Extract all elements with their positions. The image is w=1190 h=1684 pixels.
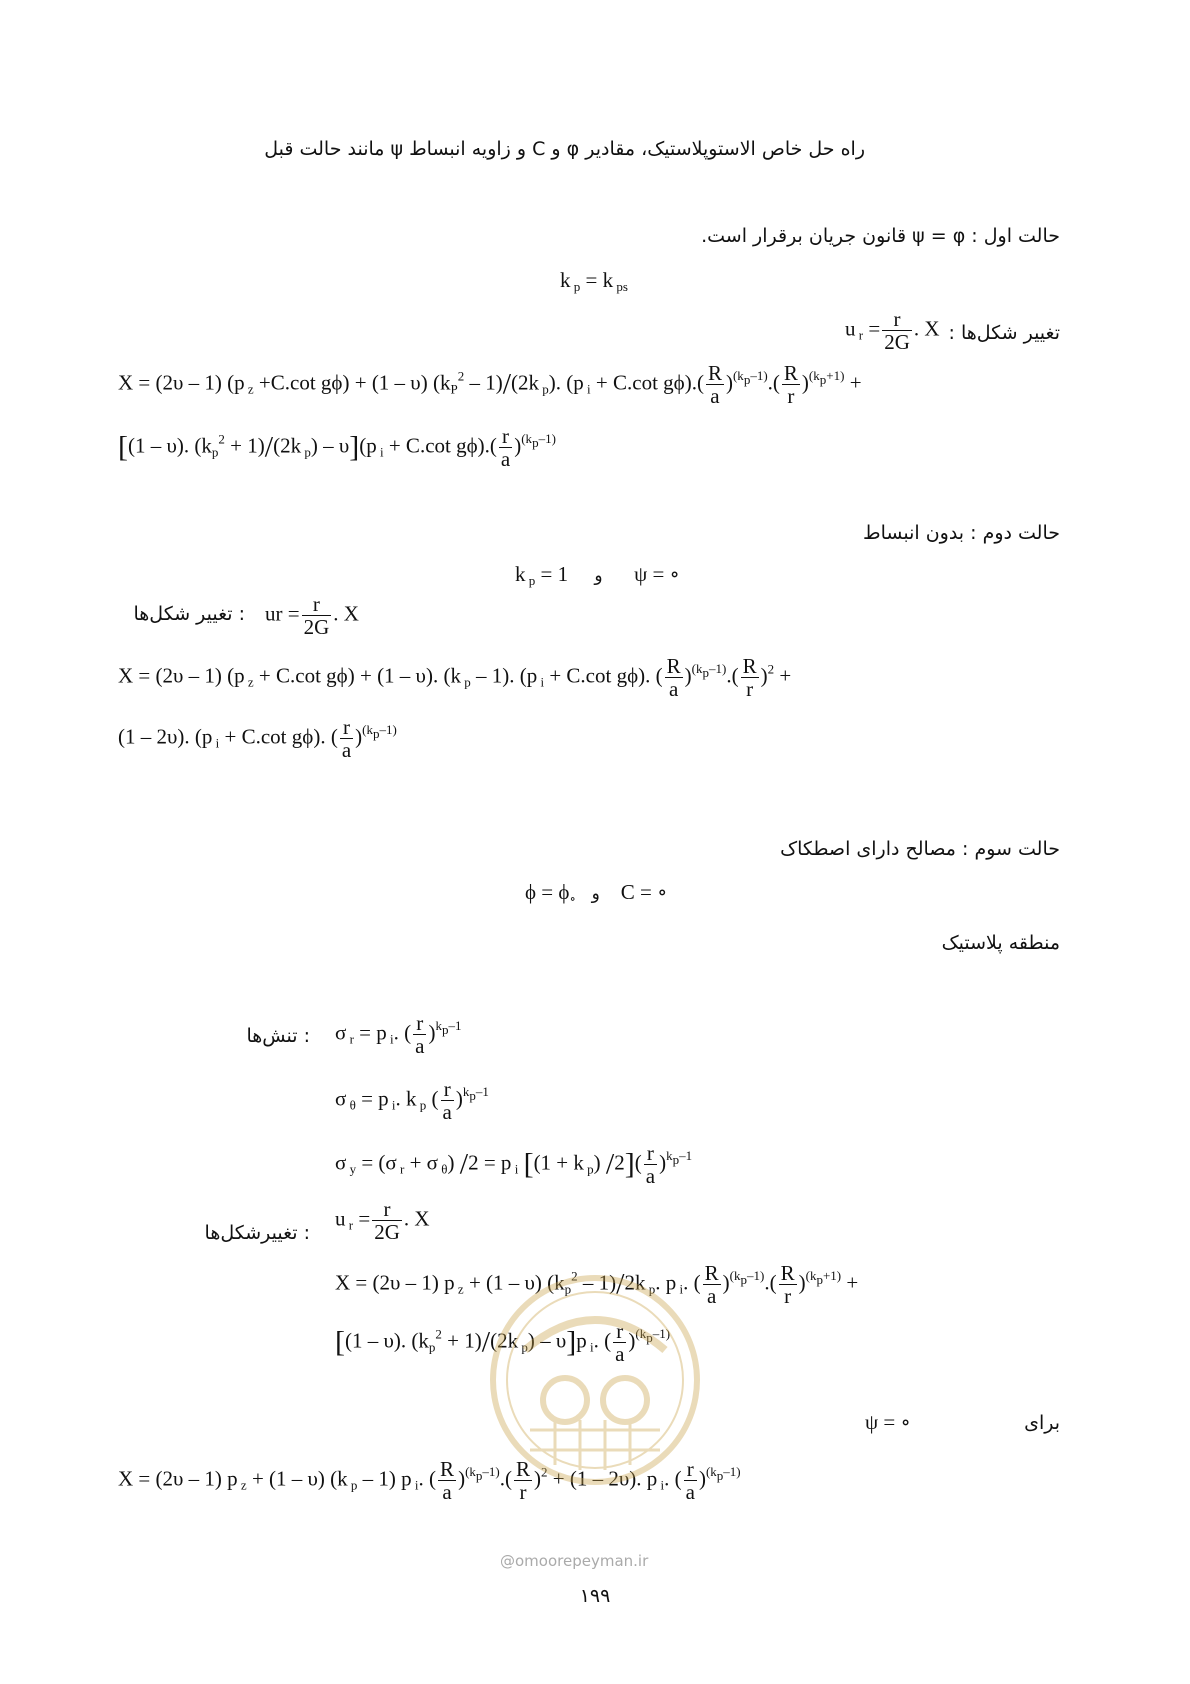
eq-ur-case3: u $_r$ = $\frac{r}{2G}$ . X xyxy=(335,1197,430,1245)
page-number: ۱۹۹ xyxy=(579,1585,611,1607)
eq-x-case2-line1: X = (2υ – 1) (p $_z$ + C.cot gϕ) + (1 – υ). (k $_p$ – 1). (p $_i$ + C.cot gϕ). ( $\frac{R}{a}$ )$^{(k_p-1)}$.( $\frac{R}{r}$ )$^2$ + xyxy=(118,654,792,702)
eq-x-case1-line1: X = (2υ – 1) (p $_z$ +C.cot gϕ) + (1 – υ) $(k_P^2 - 1)/(2k$ $_p$). (p $_i$ + C.cot gϕ).( $\frac{R}{a}$ )$^{(k_p-1)}$.( $\frac{R}{r}$ )$^{(k_p+1)}$ + xyxy=(118,361,862,409)
case1-deform-label: تغییر شکل‌ها : xyxy=(948,322,1060,344)
eq-phi-c0: $\phi = \phi_\circ$ و C = ∘ xyxy=(525,880,668,906)
eq-sigma-y: σ $_y$ = (σ $_r$ + σ $_\theta$) /2 = p $_i$ [(1 + k $_p$) /2]( $\frac{r}{a}$ )$^{k_p-1}$ xyxy=(335,1141,693,1189)
watermark-text: @omoorepeyman.ir xyxy=(500,1552,649,1570)
eq-sigma-r: σ $_r$ = p $_i$. ( $\frac{r}{a}$ )$^{k_p-1}$ xyxy=(335,1011,462,1059)
eq-psi-zero: ψ = ∘ xyxy=(865,1410,911,1434)
watermark-seal-icon xyxy=(485,1270,705,1490)
deform-label-case3: : تغییرشکل‌ها xyxy=(204,1222,310,1244)
eq-x-psi-zero: X = (2υ – 1) p $_z$ + (1 – υ) (k $_p$ – 1) p $_i$. ( $\frac{R}{a}$ )$^{(k_p-1)}$.( $\frac{R}{r}$ )$^2$ + (1 – 2υ). p $_i$. ( $\frac{r}{a}$ )$^{(k_p-1)}$ xyxy=(118,1457,741,1505)
and-word-2: و xyxy=(591,884,600,904)
case2-deform-label: : تغییر شکل‌ها xyxy=(133,603,245,625)
eq-x-case2-line2: (1 – 2υ). (p $_i$ + C.cot gϕ). ( $\frac{r}{a}$ )$^{(k_p-1)}$ xyxy=(118,715,397,763)
eq-x-case3-line2: [(1 – υ). $(k_p^2 + 1)/(2k$ $_p$) – υ]p $_i$. ( $\frac{r}{a}$ )$^{(k_p-1)}$ xyxy=(335,1319,671,1367)
eq-ur-case1: u $_r$ = $\frac{r}{2G}$ . X xyxy=(845,307,940,355)
eq-x-case1-line2: [(1 – υ). $(k_p^2 + 1)/(2k$ $_p$) – υ](p $_i$ + C.cot gϕ).( $\frac{r}{a}$ )$^{(k_p-1)}$ xyxy=(118,424,556,472)
eq-ur-case2: ur = $\frac{r}{2G}$ . X xyxy=(265,592,359,640)
stress-label: : تنش‌ها xyxy=(246,1025,310,1047)
plastic-zone-label: منطقه پلاستیک xyxy=(941,932,1060,954)
case3-heading: حالت سوم : مصالح دارای اصطکاک xyxy=(780,838,1060,860)
eq-kp-kps: k $_p$ = k $_{ps}$ xyxy=(560,268,628,294)
case2-heading: حالت دوم : بدون انبساط xyxy=(863,522,1060,544)
eq-kp1-psi0: k $_p$ = 1 و ψ = ∘ xyxy=(515,562,680,588)
and-word: و xyxy=(594,566,603,586)
intro-text: راه حل خاص الاستوپلاستیک، مقادیر φ و C و زاویه انبساط ψ مانند حالت قبل xyxy=(264,138,865,160)
eq-sigma-theta: σ $_\theta$ = p $_i$. k $_p$ ( $\frac{r}{a}$ )$^{k_p-1}$ xyxy=(335,1077,489,1125)
case1-heading: حالت اول : ψ = φ قانون جریان برقرار است. xyxy=(701,225,1060,247)
for-label: برای xyxy=(1024,1412,1060,1434)
eq-x-case3-line1: X = (2υ – 1) p $_z$ + (1 – υ) $(k_p^2 - 1)/2k$ $_p$. p $_i$. ( $\frac{R}{a}$ )$^{(k_p-1)}$.( $\frac{R}{r}$ )$^{(k_p+1)}$ + xyxy=(335,1261,859,1309)
